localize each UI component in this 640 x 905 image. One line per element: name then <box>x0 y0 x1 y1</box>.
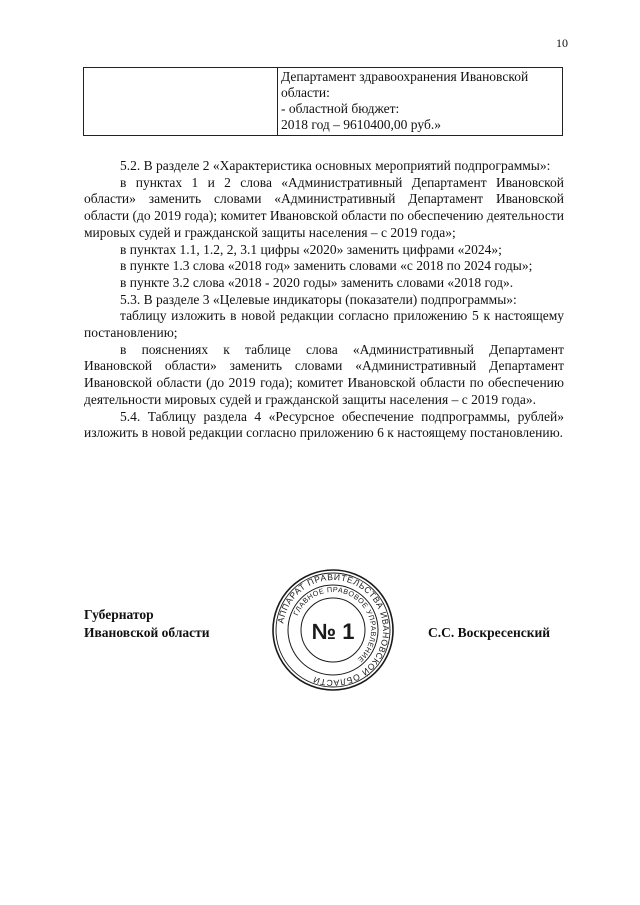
funding-source: - областной бюджет: <box>281 101 400 116</box>
document-body <box>84 158 564 442</box>
paragraph-5-3: 5.3. В разделе 3 «Целевые индикаторы (показатели) подпрограммы»: <box>120 291 517 307</box>
paragraph-item-1-3: в пункте 1.3 слова «2018 год» заменить словами «с 2018 по 2024 годы»; <box>120 258 533 274</box>
signatory-title-line2: Ивановской области <box>84 625 210 640</box>
paragraph-table-redaction: таблицу изложить в новой редакции согласно приложению 5 к настоящему постановлению; <box>84 308 564 341</box>
stamp-ring-text: АППАРАТ ПРАВИТЕЛЬСТВА ИВАНОВСКОЙ ОБЛАСТИ <box>275 571 392 689</box>
paragraph-item-3-2: в пункте 3.2 слова «2018 - 2020 годы» заменить словами «2018 год». <box>120 274 514 290</box>
official-stamp <box>271 568 395 692</box>
budget-table <box>83 67 563 136</box>
signatory-name: С.С. Воскресенский <box>428 625 551 640</box>
table-row <box>84 68 563 136</box>
paragraph-5-2: 5.2. В разделе 2 «Характеристика основных мероприятий подпрограммы»: <box>120 158 551 173</box>
signatory-title-line1: Губернатор <box>84 607 154 622</box>
paragraph-items-digits: в пунктах 1.1, 1.2, 2, 3.1 цифры «2020» заменить цифрами «2024»; <box>120 241 502 257</box>
signatory-title <box>84 606 210 642</box>
table-cell-empty <box>84 68 278 136</box>
table-cell-funding <box>278 68 563 136</box>
paragraph-table-notes: в пояснениях к таблице слова «Административный Департамент Ивановской области» заменить словами «Административный Департамент Ивановской области (до 2019 года); комитет Ивановской области по обеспечению деятельности мировых судей и гражданской защиты населения – с 2019 года». <box>84 341 564 407</box>
stamp-number: № 1 <box>311 619 355 644</box>
page-number: 10 <box>556 36 568 50</box>
funding-amount: 2018 год – 9610400,00 руб.» <box>281 117 441 132</box>
funding-department-cont: области: <box>281 85 330 100</box>
stamp-inner-ring-text: ГЛАВНОЕ ПРАВОВОЕ УПРАВЛЕНИЕ <box>291 584 379 665</box>
funding-department: Департамент здравоохранения Ивановской <box>281 69 529 84</box>
paragraph-items-1-2: в пунктах 1 и 2 слова «Административный Департамент Ивановской области» заменить словами «Административный Департамент Ивановской области (до 2019 года); комитет Ивановской области по обеспечению деятельности мировых судей и гражданской защиты населения – с 2019 года»; <box>84 174 564 240</box>
paragraph-5-4: 5.4. Таблицу раздела 4 «Ресурсное обеспечение подпрограммы, рублей» изложить в новой редакции согласно приложению 6 к настоящему постановлению. <box>84 408 564 441</box>
